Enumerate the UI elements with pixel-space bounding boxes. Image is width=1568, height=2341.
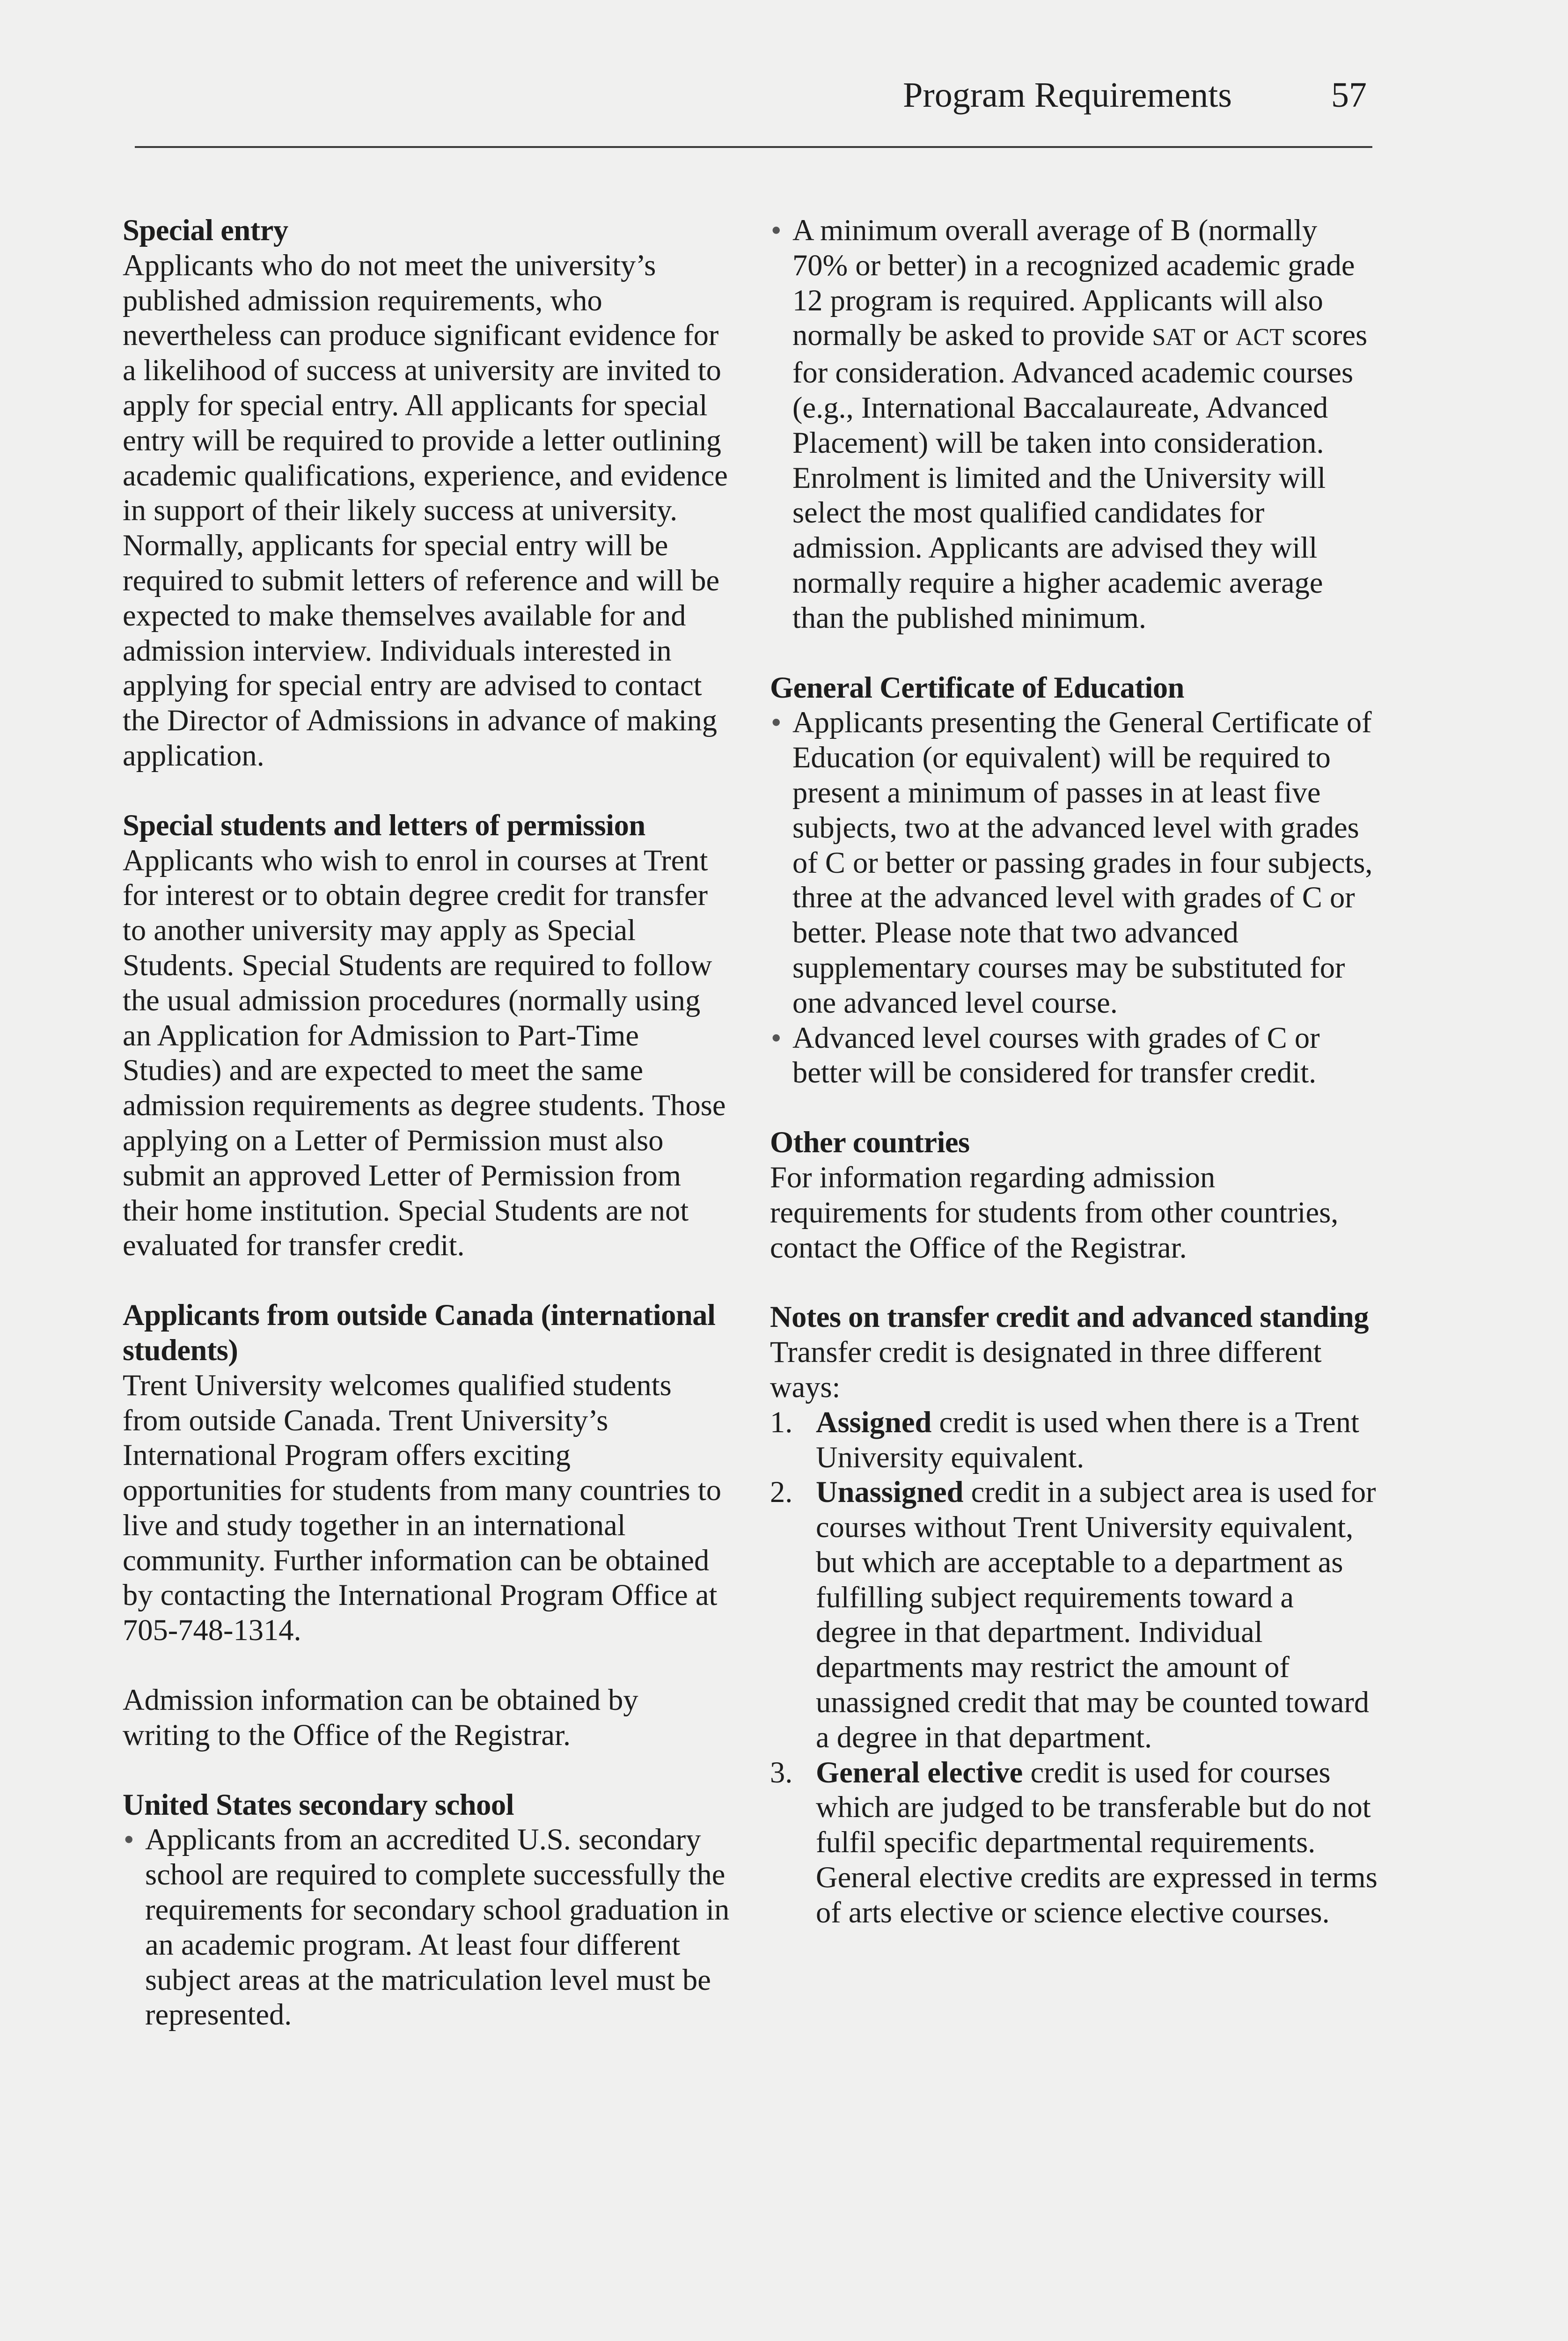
section-body: Applicants who wish to enrol in courses at Trent for interest or to obtain degree credit for transfer to another university may apply as Special Students. Special Students are required to follow the usual admission procedures (normally using an Application for Admission to Part-Time Studies) and are expected to meet the same admission requirements as degree students. Those applying on a Letter of Permission must also submit an approved Letter of Permission from their home institution. Special Students are not evaluated for transfer credit. bbox=[123, 843, 726, 1262]
item-text: credit in a subject area is used for courses without Trent University equivalent, but which are acceptable to a department as fulfilling subject requirements toward a degree in that department. Individual departments may restrict the amount of unassigned credit that may be counted toward a degree in that department. bbox=[816, 1475, 1376, 1754]
left-column bbox=[123, 213, 731, 2067]
item-text: credit is used when there is a Trent University equivalent. bbox=[816, 1405, 1359, 1474]
bullet-item: • Advanced level courses with grades of C or better will be considered for transfer credit. bbox=[770, 1021, 1378, 1091]
section-body: Trent University welcomes qualified students from outside Canada. Trent University’s International Program offers exciting opportunities for students from many countries to live and study together in an international community. Further information can be obtained by contacting the International Program Office at 705-748-1314. bbox=[123, 1368, 722, 1647]
section-special-entry bbox=[123, 213, 731, 773]
bullet-list bbox=[770, 213, 1378, 636]
sat-abbrev: SAT bbox=[1152, 324, 1195, 351]
section-heading: Special students and letters of permission bbox=[123, 808, 645, 842]
bullet-text-a: A minimum overall average of B (normally 70% or better) in a recognized academic grade 12 program is required. Applicants will also normally be asked to provide bbox=[792, 213, 1355, 352]
item-number: 3. bbox=[770, 1755, 793, 1789]
bullet-text-b: scores for consideration. Advanced academic courses (e.g., International Baccalaureate, Advanced Placement) will be taken into consideration. Enrolment is limited and the University will select the most qualified candidates for admission. Applicants are advised they will normally require a higher academic average than the published minimum. bbox=[792, 318, 1368, 634]
act-abbrev: ACT bbox=[1235, 324, 1284, 351]
page-number: 57 bbox=[1331, 75, 1367, 115]
section-body: Applicants who do not meet the university’s published admission requirements, who nevertheless can produce significant evidence for a likelihood of success at university are invited to apply for special entry. All applicants for special entry will be required to provide a letter outlining academic qualifications, experience, and evidence in support of their likely success at university. Normally, applicants for special entry will be required to submit letters of reference and will be expected to make themselves available for and admission interview. Individuals interested in applying for special entry are advised to contact the Director of Admissions in advance of making application. bbox=[123, 248, 728, 772]
numbered-list bbox=[770, 1405, 1378, 1930]
bullet-item: • Applicants presenting the General Certificate of Education (or equivalent) will be required to present a minimum of passes in at least five subjects, two at the advanced level with grades of C or better or passing grades in four subjects, three at the advanced level with grades of C or better. Please note that two advanced supplementary courses may be substituted for one advanced level course. bbox=[770, 705, 1378, 1020]
section-intro: Transfer credit is designated in three different ways: bbox=[770, 1335, 1322, 1404]
bullet-item bbox=[770, 213, 1378, 636]
section-outside-canada bbox=[123, 1298, 731, 1753]
section-heading: Notes on transfer credit and advanced standing bbox=[770, 1300, 1369, 1334]
bullet-list bbox=[123, 1822, 731, 2032]
section-us-secondary-cont bbox=[770, 213, 1378, 636]
section-us-secondary bbox=[123, 1788, 731, 2033]
section-transfer-credit bbox=[770, 1300, 1378, 1930]
item-term: General elective bbox=[816, 1755, 1023, 1789]
item-text: credit is used for courses which are judged to be transferable but do not fulfil specific departmental requirements. General elective credits are expressed in terms of arts elective or science elective courses. bbox=[816, 1755, 1377, 1929]
section-heading: United States secondary school bbox=[123, 1788, 514, 1821]
bullet-list bbox=[770, 705, 1378, 1090]
section-heading: Special entry bbox=[123, 213, 288, 247]
header-rule bbox=[135, 146, 1372, 148]
item-number: 1. bbox=[770, 1405, 793, 1439]
list-item bbox=[770, 1475, 1378, 1755]
list-item bbox=[770, 1755, 1378, 1930]
item-number: 2. bbox=[770, 1475, 793, 1509]
page-header bbox=[135, 70, 1372, 131]
running-title: Program Requirements bbox=[903, 75, 1232, 115]
section-body: For information regarding admission requirements for students from other countries, contact the Office of the Registrar. bbox=[770, 1160, 1339, 1264]
bullet-item: • Applicants from an accredited U.S. secondary school are required to complete successfully the requirements for secondary school graduation in an academic program. At least four different subject areas at the matriculation level must be represented. bbox=[123, 1822, 731, 2032]
item-term: Assigned bbox=[816, 1405, 932, 1439]
list-item bbox=[770, 1405, 1378, 1475]
section-gce bbox=[770, 670, 1378, 1091]
right-column bbox=[770, 213, 1378, 1965]
item-term: Unassigned bbox=[816, 1475, 964, 1509]
section-heading: General Certificate of Education bbox=[770, 670, 1184, 704]
section-heading: Other countries bbox=[770, 1126, 970, 1159]
section-other-countries bbox=[770, 1125, 1378, 1265]
section-body-2: Admission information can be obtained by writing to the Office of the Registrar. bbox=[123, 1683, 638, 1752]
section-heading: Applicants from outside Canada (international students) bbox=[123, 1298, 716, 1367]
section-special-students bbox=[123, 808, 731, 1263]
bullet-text-or: or bbox=[1195, 318, 1236, 352]
